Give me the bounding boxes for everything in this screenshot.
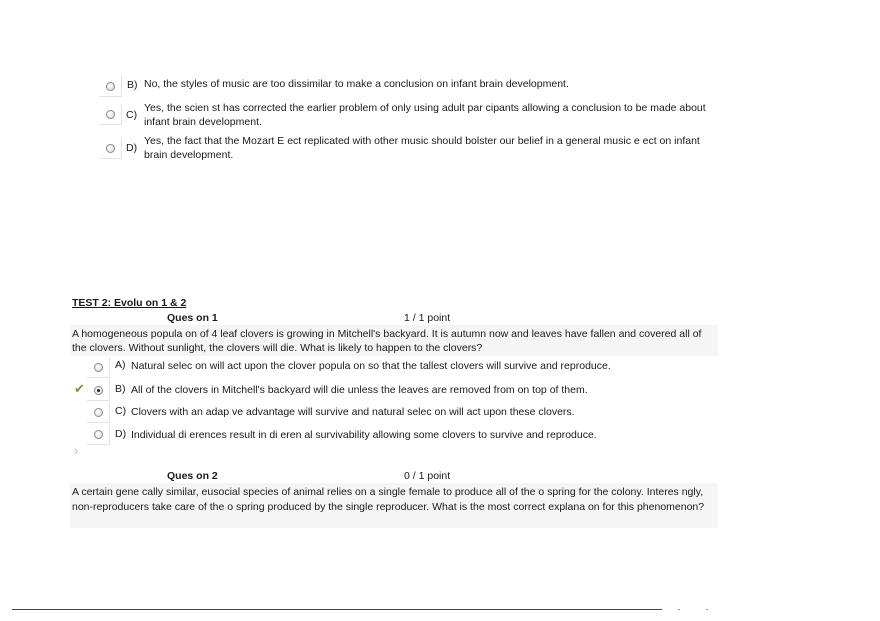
correct-check-icon: ✔ <box>74 381 85 396</box>
chevron-right-icon[interactable]: › <box>74 443 79 458</box>
test-title: TEST 2: Evolu on 1 & 2 <box>72 297 187 309</box>
radio-button[interactable] <box>99 76 122 97</box>
radio-selected-icon <box>94 386 103 395</box>
footer-divider <box>12 609 662 610</box>
question-2-score: 0 / 1 point <box>404 470 451 482</box>
radio-icon <box>94 363 103 372</box>
radio-icon <box>106 110 115 119</box>
question-2-label: Ques on 2 <box>167 470 218 482</box>
radio-icon <box>94 430 103 439</box>
question-1-prompt: A homogeneous popula on of 4 leaf clovers is growing in Mitchell's backyard. It is autumn now and leaves have fallen and covered all of the clovers. Without sunlight, the clovers will die. What is likely to happen to the clovers? <box>72 328 702 354</box>
option-text: All of the clovers in Mitchell's backyard will die unless the leaves are removed from on top of them. <box>131 384 588 396</box>
footer-mark <box>678 609 680 610</box>
option-letter: B) <box>127 79 138 91</box>
radio-button[interactable] <box>87 357 110 378</box>
question-1-label: Ques on 1 <box>167 312 218 324</box>
option-letter: C) <box>126 109 138 121</box>
option-letter: D) <box>115 428 127 440</box>
option-text: Yes, the scien st has corrected the earlier problem of only using adult par cipants allowing a conclusion to be made about infant brain development. <box>144 102 706 128</box>
footer-mark <box>706 609 708 610</box>
radio-icon <box>106 82 115 91</box>
radio-button[interactable] <box>87 424 110 445</box>
option-letter: D) <box>126 142 138 154</box>
question-2-prompt: A certain gene cally similar, eusocial species of animal relies on a single female to produce all of the o spring for the colony. Interes ngly, non-reproducers take care of the o spring produced by the single reproducer. What is the most correct explana on for this phenomenon? <box>72 486 705 513</box>
option-letter: A) <box>115 359 126 371</box>
radio-icon <box>94 408 103 417</box>
radio-button-selected[interactable] <box>87 380 110 401</box>
radio-button[interactable] <box>87 402 110 423</box>
option-text: Natural selec on will act upon the clover popula on so that the tallest clovers will survive and reproduce. <box>131 360 611 372</box>
option-text: Individual di erences result in di eren al survivability allowing some clovers to survive and reproduce. <box>131 429 597 441</box>
option-letter: B) <box>115 383 126 395</box>
option-text: Clovers with an adap ve advantage will survive and natural selec on will act upon these clovers. <box>131 406 575 418</box>
radio-button[interactable] <box>99 104 122 125</box>
radio-icon <box>106 144 115 153</box>
radio-button[interactable] <box>99 138 122 159</box>
option-text: Yes, the fact that the Mozart E ect replicated with other music should bolster our belief in a general music e ect on infant brain development. <box>144 135 700 161</box>
option-text: No, the styles of music are too dissimilar to make a conclusion on infant brain development. <box>144 78 569 90</box>
option-letter: C) <box>115 405 127 417</box>
question-1-score: 1 / 1 point <box>404 312 451 324</box>
